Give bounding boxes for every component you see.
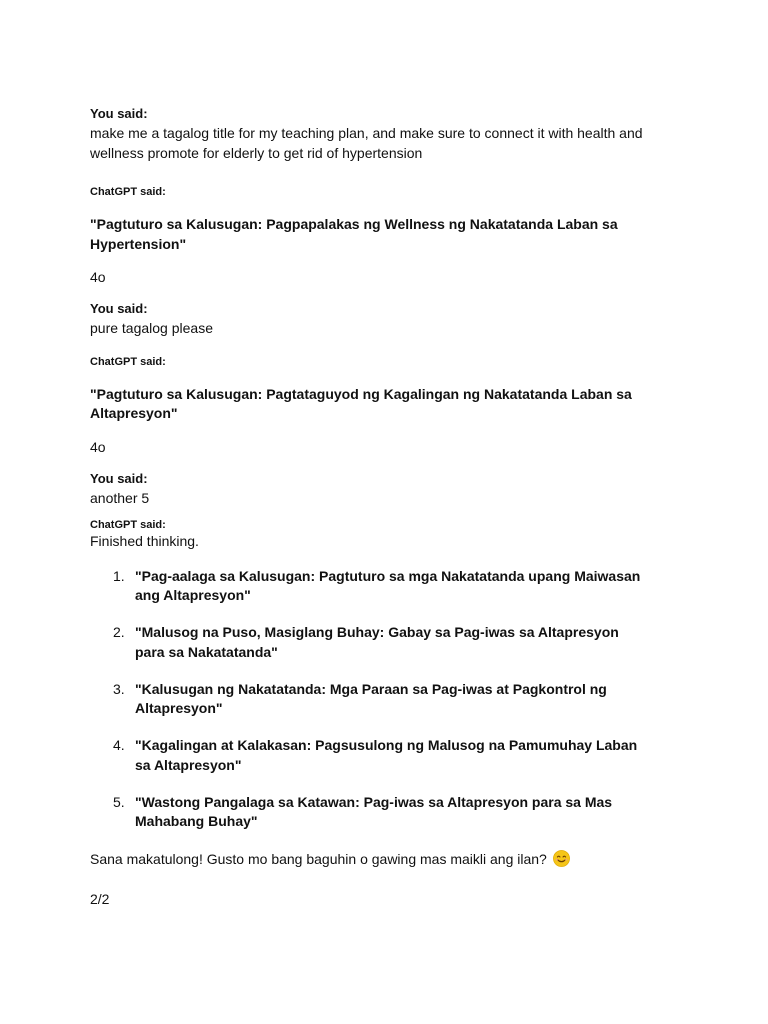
smiling-face-icon [553, 850, 570, 873]
assistant-label: ChatGPT said: [90, 186, 166, 198]
title-list [90, 567, 650, 832]
thinking-status: Finished thinking. [90, 533, 199, 549]
model-tag: 4o [90, 438, 106, 455]
assistant-label: ChatGPT said: [90, 519, 166, 531]
model-tag: 4o [90, 269, 106, 285]
list-number: 3. [113, 680, 125, 697]
user-message: make me a tagalog title for my teaching plan, and make sure to connect it with health and wellness promote for elderly to get rid of hypertension [90, 125, 643, 161]
list-number: 5. [113, 793, 125, 810]
list-item [113, 680, 650, 719]
list-item [113, 567, 650, 606]
list-item-text: "Kalusugan ng Nakatatanda: Mga Paraan sa Pag-iwas at Pagkontrol ng Altapresyon" [135, 680, 607, 716]
closing-message [90, 850, 650, 873]
list-number: 2. [113, 624, 125, 640]
list-number: 1. [113, 567, 125, 584]
assistant-title: "Pagtuturo sa Kalusugan: Pagpapalakas ng Wellness ng Nakatatanda Laban sa Hypertension" [90, 216, 618, 252]
user-label: You said: [90, 470, 148, 486]
response-pager: 2/2 [90, 891, 110, 907]
list-item [113, 623, 650, 662]
user-message: pure tagalog please [90, 320, 213, 336]
list-item-text: "Wastong Pangalaga sa Katawan: Pag-iwas sa Altapresyon para sa Mas Mahabang Buhay" [135, 793, 613, 829]
chat-transcript [90, 105, 650, 910]
assistant-label: ChatGPT said: [90, 355, 166, 368]
list-number: 4. [113, 737, 125, 753]
closing-text: Sana makatulong! Gusto mo bang baguhin o gawing mas maikli ang ilan? [90, 850, 547, 867]
list-item-text: "Pag-aalaga sa Kalusugan: Pagtuturo sa mga Nakatatanda upang Maiwasan ang Altapresyon" [135, 567, 641, 603]
list-item-text: "Kagalingan at Kalakasan: Pagsusulong ng Malusog na Pamumuhay Laban sa Altapresyon" [135, 737, 638, 773]
list-item [113, 736, 650, 775]
user-label: You said: [90, 301, 148, 316]
list-item [113, 793, 650, 832]
assistant-title: "Pagtuturo sa Kalusugan: Pagtataguyod ng Kagalingan ng Nakatatanda Laban sa Altapresyon" [90, 385, 632, 421]
user-label: You said: [90, 106, 148, 121]
list-item-text: "Malusog na Puso, Masiglang Buhay: Gabay sa Pag-iwas sa Altapresyon para sa Nakatatanda" [135, 624, 619, 660]
user-message: another 5 [90, 489, 150, 506]
